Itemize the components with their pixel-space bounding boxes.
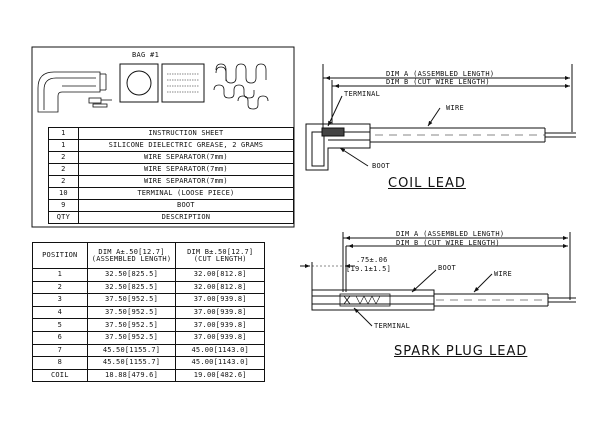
dimension-cell-a: 37.50[952.5] [87, 319, 176, 332]
dimension-cell-b: 45.00[1143.0] [176, 357, 265, 370]
grease-packet-icon [120, 64, 158, 102]
dimension-row [33, 269, 265, 282]
bag-row [49, 188, 294, 200]
bag-qty-cell: 1 [49, 128, 79, 140]
bag-desc-cell: SILICONE DIELECTRIC GREASE, 2 GRAMS [78, 140, 293, 152]
coil-wire-label: WIRE [446, 104, 465, 112]
spark-tol-metric-label: [19.1±1.5] [346, 265, 392, 273]
bag-qty-cell: 2 [49, 152, 79, 164]
dimension-row [33, 281, 265, 294]
dimension-cell-pos: 3 [33, 294, 88, 307]
bag-desc-cell: TERMINAL (LOOSE PIECE) [78, 188, 293, 200]
spark-dim-a-label: DIM A (ASSEMBLED LENGTH) [396, 230, 505, 238]
dimension-cell-a: 32.50[825.5] [87, 281, 176, 294]
spark-boot-label: BOOT [438, 264, 457, 272]
bag-row [49, 128, 294, 140]
dimension-row [33, 294, 265, 307]
bag-row [49, 140, 294, 152]
bag-qty-cell: 1 [49, 140, 79, 152]
spark-wire-label: WIRE [494, 270, 513, 278]
bag-desc-cell: BOOT [78, 200, 293, 212]
bag-qty-cell: QTY [49, 212, 79, 224]
bag-qty-cell: 9 [49, 200, 79, 212]
spark-dim-b-label: DIM B (CUT WIRE LENGTH) [396, 239, 500, 247]
dimension-cell-a: 45.50[1155.7] [87, 357, 176, 370]
spark-plug-lead-title: SPARK PLUG LEAD [394, 344, 528, 359]
dimension-table [32, 242, 265, 382]
dimension-row [33, 306, 265, 319]
position-header: POSITION [33, 243, 88, 269]
wire-separator-icons [214, 64, 268, 109]
dim-b-header-line1: DIM B±.50[12.7] [187, 247, 254, 256]
dimension-cell-pos: 6 [33, 331, 88, 344]
bag-row [49, 164, 294, 176]
instruction-sheet-icon [162, 64, 204, 102]
dimension-cell-b: 32.00[812.8] [176, 269, 265, 282]
dimension-cell-b: 45.00[1143.0] [176, 344, 265, 357]
dimension-row [33, 369, 265, 382]
dimension-row [33, 319, 265, 332]
coil-dim-b-label: DIM B (CUT WIRE LENGTH) [386, 78, 490, 86]
dimension-cell-b: 37.00[939.8] [176, 331, 265, 344]
coil-boot [306, 124, 370, 170]
dimension-cell-pos: 5 [33, 319, 88, 332]
coil-dim-a-label: DIM A (ASSEMBLED LENGTH) [386, 70, 495, 78]
bag-row [49, 200, 294, 212]
bag-title: BAG #1 [132, 51, 160, 59]
dimension-cell-pos: 8 [33, 357, 88, 370]
dimension-cell-a: 37.50[952.5] [87, 306, 176, 319]
dimension-cell-b: 19.00[482.6] [176, 369, 265, 382]
bag-row [49, 176, 294, 188]
dimension-row [33, 331, 265, 344]
bag-qty-cell: 10 [49, 188, 79, 200]
dimension-row [33, 357, 265, 370]
dimension-cell-pos: 1 [33, 269, 88, 282]
bag-desc-cell: WIRE SEPARATOR(7mm) [78, 152, 293, 164]
coil-terminal-label: TERMINAL [344, 90, 381, 98]
dim-b-header-line2: (CUT LENGTH) [193, 254, 247, 263]
bag-qty-cell: 2 [49, 176, 79, 188]
boot-icon [38, 72, 112, 112]
dimension-cell-pos: 4 [33, 306, 88, 319]
bag-qty-cell: 2 [49, 164, 79, 176]
spark-terminal-label: TERMINAL [374, 322, 411, 330]
dimension-row [33, 344, 265, 357]
bag-row [49, 152, 294, 164]
bag-contents-table [48, 127, 294, 224]
coil-boot-label: BOOT [372, 162, 391, 170]
dimension-cell-b: 37.00[939.8] [176, 306, 265, 319]
dimension-cell-a: 32.50[825.5] [87, 269, 176, 282]
dimension-cell-a: 37.50[952.5] [87, 294, 176, 307]
bag-desc-cell: WIRE SEPARATOR(7mm) [78, 176, 293, 188]
dim-a-header-line1: DIM A±.50[12.7] [98, 247, 165, 256]
dimension-cell-a: 37.50[952.5] [87, 331, 176, 344]
bag-row [49, 212, 294, 224]
dim-a-header [87, 243, 176, 269]
dimension-cell-a: 45.50[1155.7] [87, 344, 176, 357]
bag-desc-cell: DESCRIPTION [78, 212, 293, 224]
dimension-cell-b: 37.00[939.8] [176, 294, 265, 307]
spark-boot [312, 290, 434, 310]
dimension-cell-pos: COIL [33, 369, 88, 382]
dim-b-header [176, 243, 265, 269]
dim-a-header-line2: (ASSEMBLED LENGTH) [91, 254, 172, 263]
bag-desc-cell: WIRE SEPARATOR(7mm) [78, 164, 293, 176]
coil-lead-title: COIL LEAD [388, 176, 466, 191]
spark-tol-label: .75±.06 [356, 256, 388, 264]
dimension-cell-b: 32.00[812.8] [176, 281, 265, 294]
dimension-cell-b: 37.00[939.8] [176, 319, 265, 332]
dimension-cell-pos: 2 [33, 281, 88, 294]
dimension-cell-pos: 7 [33, 344, 88, 357]
bag-desc-cell: INSTRUCTION SHEET [78, 128, 293, 140]
dimension-cell-a: 18.88[479.6] [87, 369, 176, 382]
